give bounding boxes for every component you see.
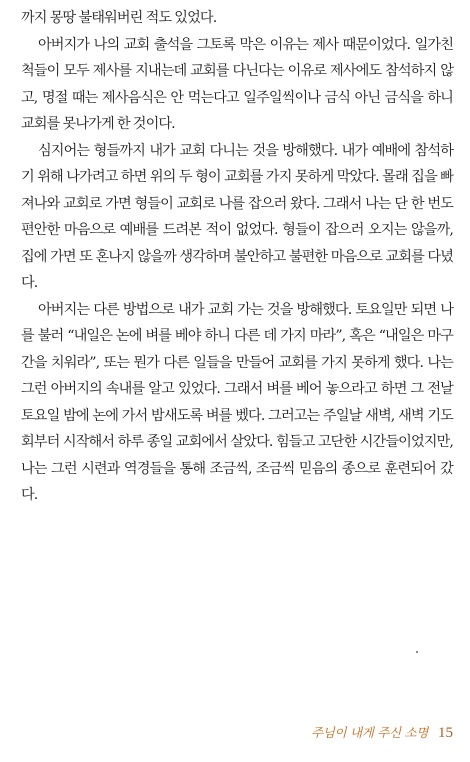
paragraph: 심지어는 형들까지 내가 교회 다니는 것을 방해했다. 내가 예배에 참석하기 위해 나가려고 하면 위의 두 형이 교회를 가지 못하게 막았다. 몰래 집을 빠져나와 교회로 가면 형들이 교회로 나를 잡으러 왔다. 그래서 나는 단 한 번도 편안한 마음으로 예배를 드려본 적이 없었다. 형들이 잡으러 오지는 않을까, 집에 가면 또 혼나지 않을까 생각하며 불안하고 불편한 마음으로 교회를 다녔다. bbox=[21, 142, 453, 291]
paragraph: 아버지는 다른 방법으로 내가 교회 가는 것을 방해했다. 토요일만 되면 나를 불러 “내일은 논에 벼를 베야 하니 다른 데 가지 마라”, 혹은 “내일은 마구간을 치워라”, 또는 뭔가 다른 일들을 만들어 교회를 가지 못하게 했다. 나는 그런 아버지의 속내를 알고 있었다. 그래서 벼를 베어 놓으라고 하면 그 전날 토요일 밤에 논에 가서 밤새도록 벼를 벴다. 그러고는 주일날 새벽, 새벽 기도회부터 시작해서 하루 종일 교회에서 살았다. 힘들고 고단한 시간들이었지만, 나는 그런 시련과 역경들을 통해 조금씩, 조금씩 믿음의 종으로 훈련되어 갔다. bbox=[21, 301, 453, 503]
print-speck bbox=[416, 651, 418, 653]
page-footer bbox=[311, 723, 453, 742]
running-book-title: 주님이 내게 주신 소명 bbox=[311, 725, 428, 740]
page-number: 15 bbox=[438, 725, 453, 741]
paragraph-continued: 까지 몽땅 불태워버린 적도 있었다. bbox=[21, 10, 217, 26]
body-text bbox=[21, 5, 453, 509]
paragraph: 아버지가 나의 교회 출석을 그토록 막은 이유는 제사 때문이었다. 일가친척들이 모두 제사를 지내는데 교회를 다닌다는 이유로 제사에도 참석하지 않고, 명절 때는 제사음식은 안 먹는다고 일주일씩이나 금식 아닌 금식을 하니 교회를 못나가게 한 것이다. bbox=[21, 36, 453, 132]
